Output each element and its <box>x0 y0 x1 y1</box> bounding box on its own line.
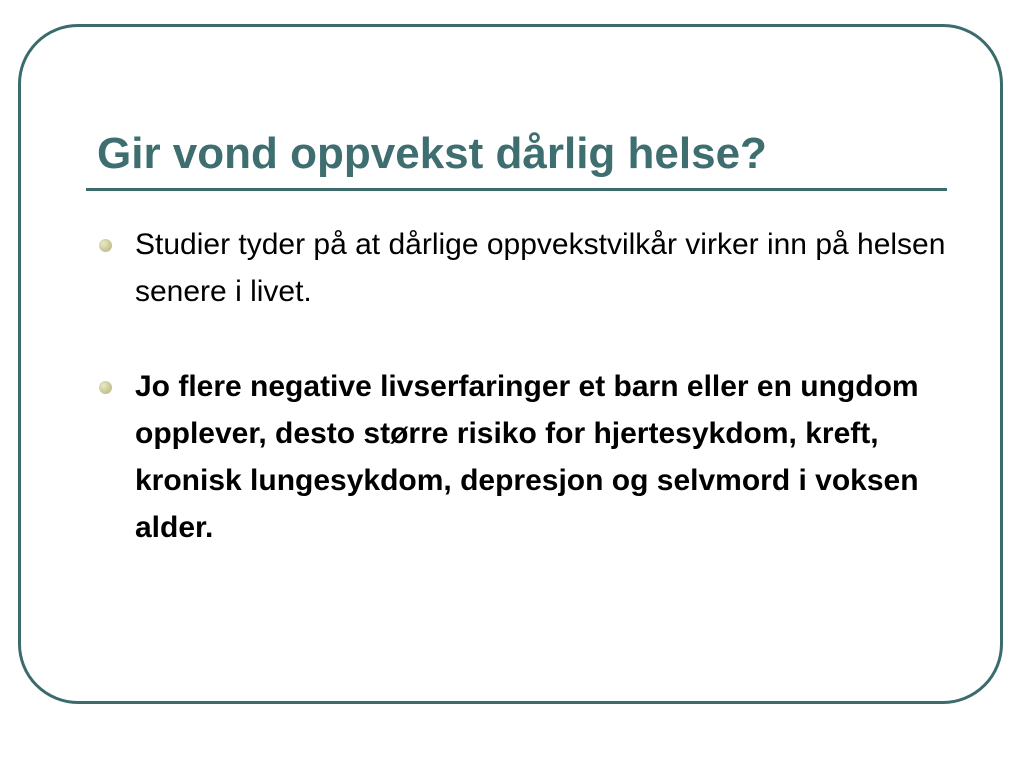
bullet-item-1 <box>97 221 957 315</box>
bullet-text-1: Studier tyder på at dårlige oppvekstvilkår virker inn på helsen senere i livet. <box>135 228 946 308</box>
title-underline <box>86 188 947 191</box>
bullet-dot-icon <box>99 381 112 394</box>
bullet-text-2: Jo flere negative livserfaringer et barn eller en ungdom opplever, desto større risiko for hjertesykdom, kreft, kronisk lungesykdom, depresjon og selvmord i voksen alder. <box>135 370 919 544</box>
slide-title: Gir vond oppvekst dårlig helse? <box>97 129 767 178</box>
bullet-dot-icon <box>99 239 112 252</box>
bullet-item-2 <box>97 363 957 551</box>
bullet-list <box>97 221 957 551</box>
